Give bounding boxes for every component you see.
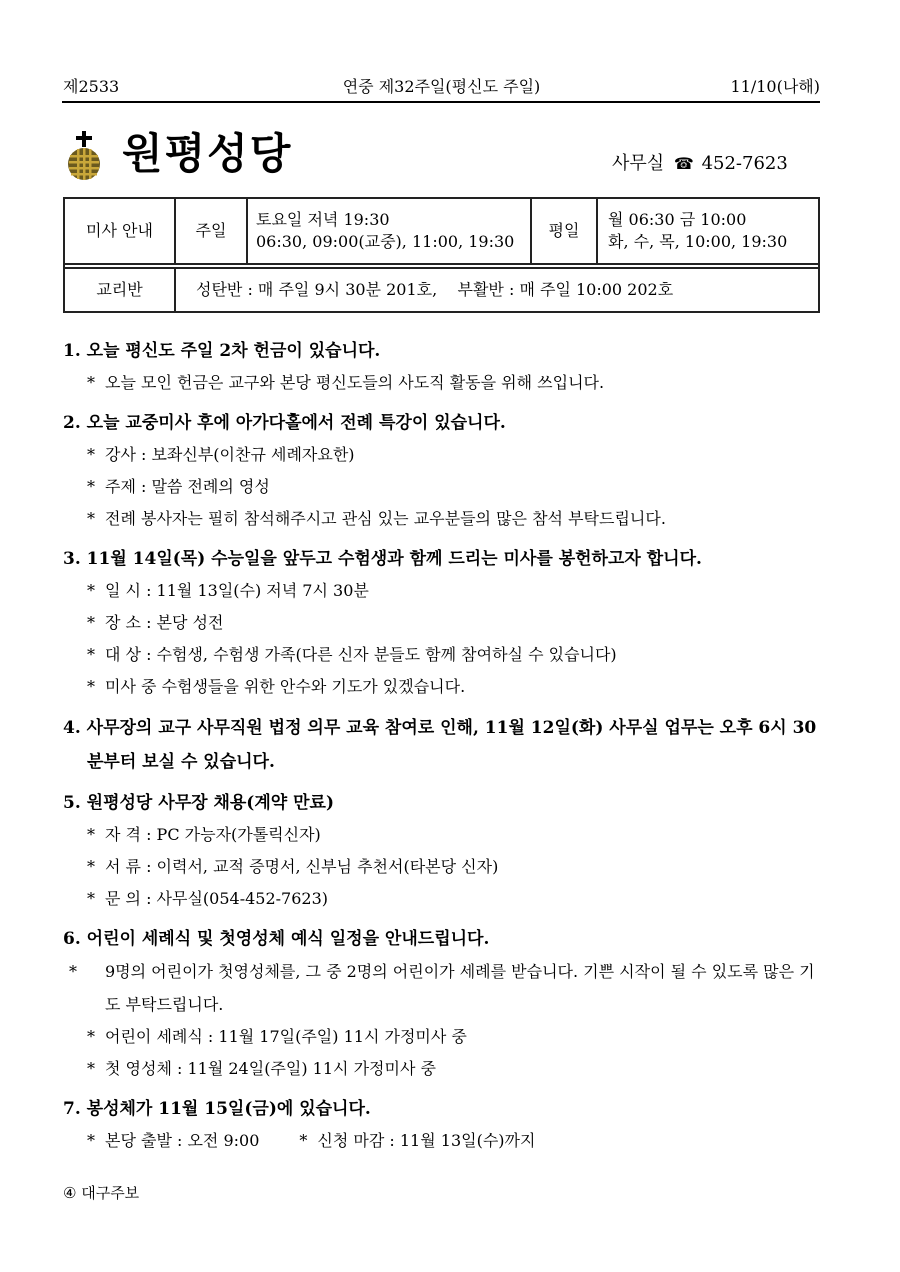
notice-detail-text: 오늘 모인 헌금은 교구와 본당 평신도들의 사도직 활동을 위해 쓰입니다. — [105, 373, 605, 392]
notice-detail-text: 본당 출발 : 오전 9:00 — [105, 1131, 260, 1150]
notice-detail-text: 대 상 : 수험생, 수험생 가족(다른 신자 분들도 함께 참여하실 수 있습니다) — [105, 645, 617, 664]
notice-spacer — [63, 1085, 823, 1093]
notice-item — [63, 407, 823, 535]
bullet-mark: * — [87, 1059, 95, 1078]
notice-detail-text: 일 시 : 11월 13일(수) 저녁 7시 30분 — [105, 581, 369, 600]
sunday-title: 연중 제32주일(평신도 주일) — [342, 77, 541, 96]
notice-title: 5. 원평성당 사무장 채용(계약 만료) — [63, 793, 334, 813]
notice-detail — [63, 1125, 823, 1157]
bullet-mark: * — [69, 962, 77, 981]
bullet-mark: * — [87, 581, 95, 600]
bullet-mark: * — [87, 477, 95, 496]
bullet-mark: * — [87, 825, 95, 844]
weekday-label-cell: 평일 — [531, 198, 597, 264]
notice-detail — [63, 575, 823, 607]
bullet-mark: * — [87, 1131, 95, 1150]
telephone-icon: ☎ — [673, 154, 694, 173]
notice-title: 3. 11월 14일(목) 수능일을 앞두고 수험생과 함께 드리는 미사를 봉헌하고자 합니다. — [63, 549, 702, 569]
notice-detail-text: 첫 영성체 : 11월 24일(주일) 11시 가정미사 중 — [105, 1059, 436, 1078]
bullet-mark: * — [87, 645, 95, 664]
notice-detail — [63, 671, 823, 703]
notice-title: 1. 오늘 평신도 주일 2차 헌금이 있습니다. — [63, 341, 381, 361]
sunday-times-cell — [247, 198, 531, 264]
notice-detail-text: 9명의 어린이가 첫영성체를, 그 중 2명의 어린이가 세례를 받습니다. 기쁜 시작이 될 수 있도록 많은 기도 부탁드립니다. — [105, 962, 815, 1014]
notice-spacer — [63, 399, 823, 407]
notice-spacer — [63, 915, 823, 923]
page-footer: ④ 대구주보 — [63, 1184, 140, 1202]
notice-spacer — [63, 535, 823, 543]
catechism-label-cell: 교리반 — [64, 268, 175, 312]
sunday-time-line: 06:30, 09:00(교중), 11:00, 19:30 — [256, 232, 515, 251]
office-label: 사무실 — [612, 153, 665, 174]
notice-title: 6. 어린이 세례식 및 첫영성체 예식 일정을 안내드립니다. — [63, 929, 490, 949]
mass-row — [64, 198, 819, 264]
notice-detail-text: 강사 : 보좌신부(이찬규 세례자요한) — [105, 445, 355, 464]
issue-number: 제2533 — [63, 77, 120, 96]
notice-item — [63, 787, 823, 915]
bullet-mark: * — [87, 857, 95, 876]
notice-detail-text: 문 의 : 사무실(054-452-7623) — [105, 889, 329, 908]
notice-detail — [63, 367, 823, 399]
notice-spacer — [63, 779, 823, 787]
notice-detail-text: 미사 중 수험생들을 위한 안수와 기도가 있겠습니다. — [105, 677, 466, 696]
notice-detail — [63, 607, 823, 639]
catechism-row — [64, 268, 819, 312]
bullet-mark: * — [87, 373, 95, 392]
notice-spacer — [63, 703, 823, 711]
notice-detail — [63, 639, 823, 671]
notice-item — [63, 1093, 823, 1157]
bulletin-header — [63, 76, 820, 100]
weekday-times-cell — [597, 198, 819, 264]
weekday-time-line: 월 06:30 금 10:00 — [608, 210, 747, 229]
notice-detail — [63, 819, 823, 851]
church-cross-logo-icon — [66, 131, 102, 181]
notice-detail — [63, 1053, 823, 1085]
sunday-time-line: 토요일 저녁 19:30 — [256, 210, 390, 229]
notice-item — [63, 711, 823, 779]
notice-detail-text: 신청 마감 : 11월 13일(수)까지 — [317, 1131, 536, 1150]
header-divider — [62, 101, 820, 103]
bullet-mark: * — [87, 1027, 95, 1046]
bullet-mark: * — [87, 445, 95, 464]
notices-list — [63, 335, 823, 1157]
bullet-mark: * — [87, 677, 95, 696]
notice-detail — [63, 471, 823, 503]
bulletin-date: 11/10(나해) — [730, 77, 820, 96]
catechism-text-cell: 성탄반 : 매 주일 9시 30분 201호, 부활반 : 매 주일 10:00 202호 — [175, 268, 819, 312]
notice-detail — [63, 955, 823, 1021]
notice-detail — [63, 439, 823, 471]
notice-detail-text: 전례 봉사자는 필히 참석해주시고 관심 있는 교우분들의 많은 참석 부탁드립니다. — [105, 509, 666, 528]
bullet-mark: * — [87, 889, 95, 908]
notice-detail-text: 주제 : 말씀 전례의 영성 — [105, 477, 270, 496]
office-phone: 452-7623 — [701, 153, 788, 174]
bullet-mark: * — [87, 509, 95, 528]
notice-item — [63, 923, 823, 1085]
notice-detail-text: 장 소 : 본당 성전 — [105, 613, 224, 632]
parish-name: 원평성당 — [122, 129, 293, 178]
notice-detail — [63, 883, 823, 915]
notice-item — [63, 543, 823, 703]
notice-title: 7. 봉성체가 11월 15일(금)에 있습니다. — [63, 1099, 371, 1119]
notice-detail-text: 서 류 : 이력서, 교적 증명서, 신부님 추천서(타본당 신자) — [105, 857, 499, 876]
notice-item — [63, 335, 823, 399]
mass-schedule-table — [63, 197, 820, 313]
bullet-mark: * — [299, 1131, 308, 1150]
notice-detail — [63, 1021, 823, 1053]
notice-title: 4. 사무장의 교구 사무직원 법정 의무 교육 참여로 인해, 11월 12일(화) 사무실 업무는 오후 6시 30분부터 보실 수 있습니다. — [63, 718, 817, 772]
sunday-label-cell: 주일 — [175, 198, 247, 264]
weekday-time-line: 화, 수, 목, 10:00, 19:30 — [608, 232, 788, 251]
notice-detail-text: 어린이 세례식 : 11월 17일(주일) 11시 가정미사 중 — [105, 1027, 467, 1046]
notice-detail — [63, 851, 823, 883]
bullet-mark: * — [87, 613, 95, 632]
notice-detail-text: 자 격 : PC 가능자(가톨릭신자) — [105, 825, 321, 844]
notice-detail — [63, 503, 823, 535]
notice-title: 2. 오늘 교중미사 후에 아가다홀에서 전례 특강이 있습니다. — [63, 413, 506, 433]
mass-label-cell: 미사 안내 — [64, 198, 175, 264]
office-contact — [612, 151, 788, 177]
